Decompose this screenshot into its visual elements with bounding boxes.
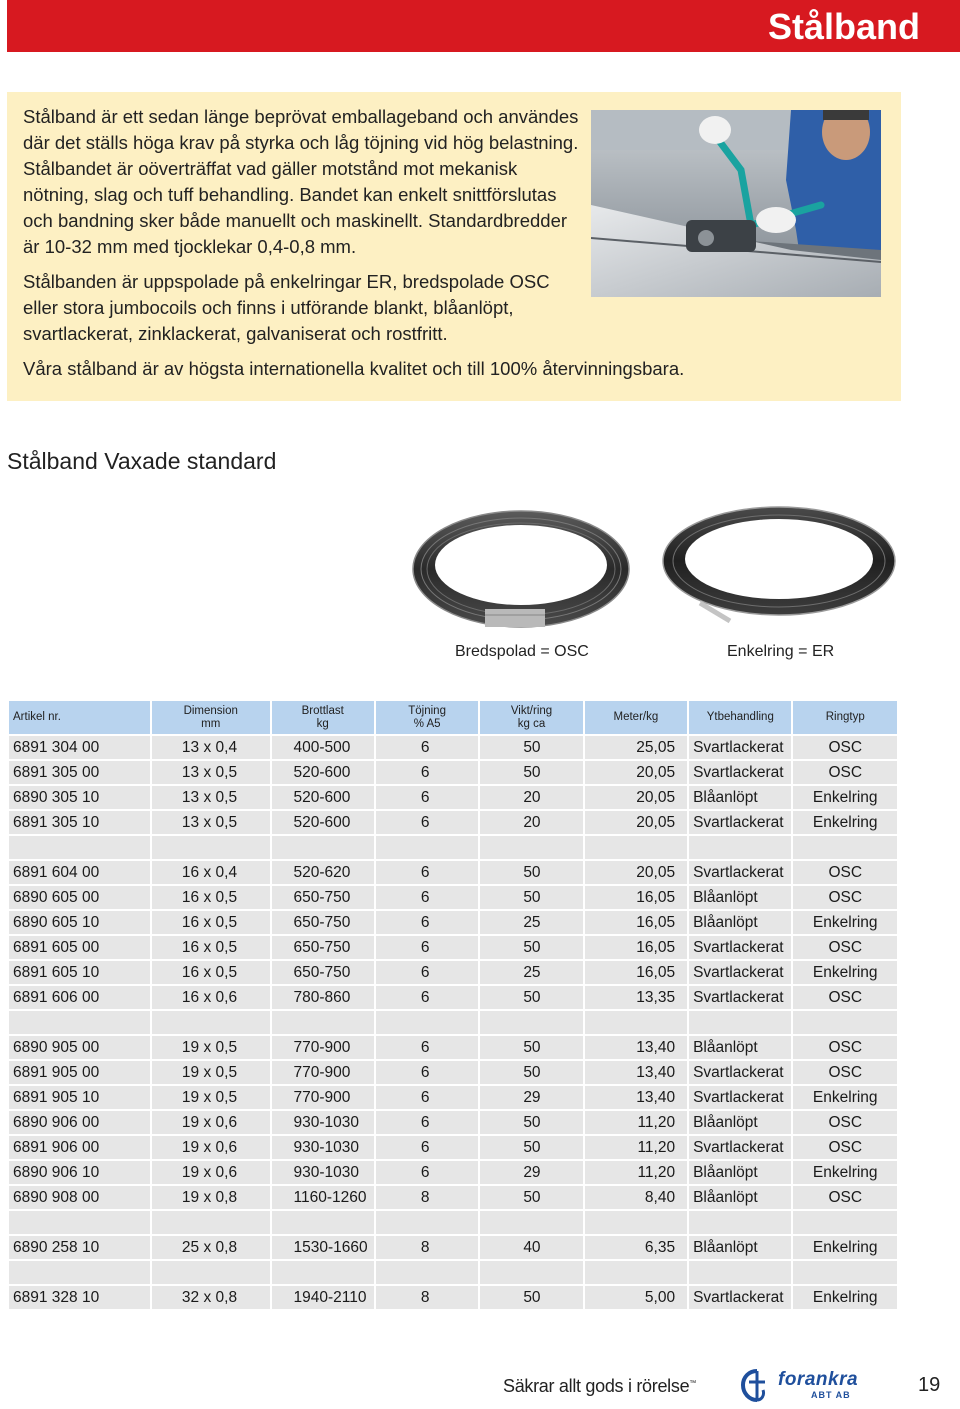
artikel-cell: 6891 305 00 bbox=[9, 761, 150, 784]
meter-cell: 16,05 bbox=[585, 961, 687, 984]
footer-slogan: Säkrar allt gods i rörelse™ bbox=[503, 1376, 696, 1396]
empty-cell bbox=[480, 1211, 582, 1234]
ytbehandling-cell: Svartlackerat bbox=[689, 1136, 791, 1159]
ringtyp-cell: Enkelring bbox=[793, 786, 897, 809]
empty-cell bbox=[376, 1261, 478, 1284]
vikt-cell: 50 bbox=[480, 1036, 582, 1059]
vikt-cell: 50 bbox=[480, 1111, 582, 1134]
table-row bbox=[9, 1086, 897, 1109]
intro-paragraph-1: Stålband är ett sedan länge beprövat emballageband och användes där det ställs höga krav på styrka och låg töjning vid hög belastning. Stålbandet är oöverträffat vad gäller motstånd mot mekanisk nötning, slag och tuff behandling. Bandet kan enkelt snittförslutas och bandning sker både manuellt och maskinellt. Standardbredder är 10-32 mm med tjocklekar 0,4-0,8 mm. bbox=[23, 106, 579, 257]
vikt-cell: 29 bbox=[480, 1086, 582, 1109]
ringtyp-cell: Enkelring bbox=[793, 1086, 897, 1109]
table-row bbox=[9, 886, 897, 909]
header-vikt: Vikt/ring kg ca bbox=[480, 701, 582, 734]
title-bar bbox=[7, 0, 960, 52]
empty-cell bbox=[272, 836, 374, 859]
vikt-cell: 40 bbox=[480, 1236, 582, 1259]
brottlast-cell: 770-900 bbox=[272, 1061, 374, 1084]
meter-cell: 8,40 bbox=[585, 1186, 687, 1209]
dimension-cell: 13 x 0,5 bbox=[152, 811, 270, 834]
spec-table bbox=[7, 699, 899, 1311]
table-row bbox=[9, 911, 897, 934]
table-spacer-row bbox=[9, 836, 897, 859]
brottlast-cell: 770-900 bbox=[272, 1036, 374, 1059]
table-row bbox=[9, 1111, 897, 1134]
dimension-cell: 16 x 0,5 bbox=[152, 961, 270, 984]
ytbehandling-cell: Svartlackerat bbox=[689, 736, 791, 759]
worker-strapping-photo bbox=[591, 110, 881, 297]
meter-cell: 13,40 bbox=[585, 1036, 687, 1059]
brottlast-cell: 930-1030 bbox=[272, 1111, 374, 1134]
dimension-cell: 13 x 0,5 bbox=[152, 786, 270, 809]
empty-cell bbox=[585, 1011, 687, 1034]
artikel-cell: 6891 905 10 bbox=[9, 1086, 150, 1109]
artikel-cell: 6891 606 00 bbox=[9, 986, 150, 1009]
meter-cell: 20,05 bbox=[585, 811, 687, 834]
ytbehandling-cell: Blåanlöpt bbox=[689, 886, 791, 909]
table-row bbox=[9, 986, 897, 1009]
table-header-row bbox=[9, 701, 897, 734]
intro-paragraph-3: Våra stålband är av högsta internationella kvalitet och till 100% återvinningsbara. bbox=[23, 358, 685, 379]
ytbehandling-cell: Svartlackerat bbox=[689, 1086, 791, 1109]
ringtyp-cell: OSC bbox=[793, 986, 897, 1009]
tojning-cell: 6 bbox=[376, 886, 478, 909]
logo-wordmark: forankra bbox=[778, 1369, 859, 1390]
er-coil-image bbox=[660, 503, 898, 625]
meter-cell: 13,40 bbox=[585, 1086, 687, 1109]
ringtyp-cell: OSC bbox=[793, 1111, 897, 1134]
empty-cell bbox=[152, 836, 270, 859]
empty-cell bbox=[793, 1211, 897, 1234]
brottlast-cell: 1160-1260 bbox=[272, 1186, 374, 1209]
table-row bbox=[9, 736, 897, 759]
meter-cell: 11,20 bbox=[585, 1161, 687, 1184]
vikt-cell: 20 bbox=[480, 811, 582, 834]
ringtyp-cell: Enkelring bbox=[793, 1161, 897, 1184]
vikt-cell: 29 bbox=[480, 1161, 582, 1184]
artikel-cell: 6890 305 10 bbox=[9, 786, 150, 809]
header-meter: Meter/kg bbox=[585, 701, 687, 734]
empty-cell bbox=[689, 1011, 791, 1034]
ytbehandling-cell: Svartlackerat bbox=[689, 961, 791, 984]
tojning-cell: 6 bbox=[376, 1061, 478, 1084]
empty-cell bbox=[152, 1261, 270, 1284]
artikel-cell: 6891 604 00 bbox=[9, 861, 150, 884]
empty-cell bbox=[689, 1261, 791, 1284]
vikt-cell: 50 bbox=[480, 736, 582, 759]
empty-cell bbox=[9, 1261, 150, 1284]
ytbehandling-cell: Blåanlöpt bbox=[689, 786, 791, 809]
dimension-cell: 25 x 0,8 bbox=[152, 1236, 270, 1259]
tojning-cell: 8 bbox=[376, 1236, 478, 1259]
table-spacer-row bbox=[9, 1011, 897, 1034]
table-row bbox=[9, 786, 897, 809]
meter-cell: 25,05 bbox=[585, 736, 687, 759]
empty-cell bbox=[585, 836, 687, 859]
vikt-cell: 20 bbox=[480, 786, 582, 809]
spec-table-body bbox=[9, 736, 897, 1309]
vikt-cell: 25 bbox=[480, 911, 582, 934]
dimension-cell: 16 x 0,5 bbox=[152, 886, 270, 909]
osc-coil-image bbox=[410, 505, 632, 633]
ringtyp-cell: OSC bbox=[793, 861, 897, 884]
ytbehandling-cell: Svartlackerat bbox=[689, 1061, 791, 1084]
tojning-cell: 6 bbox=[376, 911, 478, 934]
meter-cell: 16,05 bbox=[585, 936, 687, 959]
dimension-cell: 16 x 0,6 bbox=[152, 986, 270, 1009]
artikel-cell: 6890 605 10 bbox=[9, 911, 150, 934]
brottlast-cell: 650-750 bbox=[272, 936, 374, 959]
ringtyp-cell: Enkelring bbox=[793, 1286, 897, 1309]
dimension-cell: 16 x 0,4 bbox=[152, 861, 270, 884]
tojning-cell: 6 bbox=[376, 936, 478, 959]
ringtyp-cell: OSC bbox=[793, 1136, 897, 1159]
artikel-cell: 6890 605 00 bbox=[9, 886, 150, 909]
brottlast-cell: 780-860 bbox=[272, 986, 374, 1009]
tojning-cell: 6 bbox=[376, 736, 478, 759]
ringtyp-cell: OSC bbox=[793, 936, 897, 959]
forankra-logo-icon bbox=[739, 1368, 775, 1404]
ytbehandling-cell: Blåanlöpt bbox=[689, 1036, 791, 1059]
vikt-cell: 50 bbox=[480, 1186, 582, 1209]
empty-cell bbox=[376, 1011, 478, 1034]
table-row bbox=[9, 1136, 897, 1159]
tojning-cell: 8 bbox=[376, 1186, 478, 1209]
ringtyp-cell: OSC bbox=[793, 761, 897, 784]
brottlast-cell: 1940-2110 bbox=[272, 1286, 374, 1309]
artikel-cell: 6891 906 00 bbox=[9, 1136, 150, 1159]
table-row bbox=[9, 1061, 897, 1084]
meter-cell: 13,35 bbox=[585, 986, 687, 1009]
table-row bbox=[9, 936, 897, 959]
table-row bbox=[9, 1186, 897, 1209]
vikt-cell: 25 bbox=[480, 961, 582, 984]
meter-cell: 16,05 bbox=[585, 911, 687, 934]
meter-cell: 16,05 bbox=[585, 886, 687, 909]
brottlast-cell: 520-620 bbox=[272, 861, 374, 884]
artikel-cell: 6891 305 10 bbox=[9, 811, 150, 834]
header-ytbehandling: Ytbehandling bbox=[689, 701, 791, 734]
table-row bbox=[9, 1286, 897, 1309]
artikel-cell: 6891 605 00 bbox=[9, 936, 150, 959]
tojning-cell: 6 bbox=[376, 1111, 478, 1134]
empty-cell bbox=[272, 1261, 374, 1284]
table-row bbox=[9, 861, 897, 884]
empty-cell bbox=[689, 836, 791, 859]
header-artikel: Artikel nr. bbox=[9, 701, 150, 734]
empty-cell bbox=[480, 1261, 582, 1284]
ytbehandling-cell: Svartlackerat bbox=[689, 1286, 791, 1309]
dimension-cell: 19 x 0,6 bbox=[152, 1136, 270, 1159]
meter-cell: 5,00 bbox=[585, 1286, 687, 1309]
artikel-cell: 6891 605 10 bbox=[9, 961, 150, 984]
tojning-cell: 8 bbox=[376, 1286, 478, 1309]
tojning-cell: 6 bbox=[376, 1036, 478, 1059]
tojning-cell: 6 bbox=[376, 1086, 478, 1109]
artikel-cell: 6891 328 10 bbox=[9, 1286, 150, 1309]
empty-cell bbox=[152, 1011, 270, 1034]
empty-cell bbox=[272, 1211, 374, 1234]
vikt-cell: 50 bbox=[480, 1136, 582, 1159]
table-row bbox=[9, 811, 897, 834]
page-title: Stålband bbox=[767, 6, 920, 47]
empty-cell bbox=[376, 836, 478, 859]
empty-cell bbox=[376, 1211, 478, 1234]
forankra-logo bbox=[739, 1368, 879, 1404]
ytbehandling-cell: Blåanlöpt bbox=[689, 911, 791, 934]
ytbehandling-cell: Blåanlöpt bbox=[689, 1186, 791, 1209]
empty-cell bbox=[793, 1011, 897, 1034]
artikel-cell: 6891 905 00 bbox=[9, 1061, 150, 1084]
dimension-cell: 13 x 0,5 bbox=[152, 761, 270, 784]
table-row bbox=[9, 1161, 897, 1184]
table-row bbox=[9, 1236, 897, 1259]
brottlast-cell: 770-900 bbox=[272, 1086, 374, 1109]
header-brottlast: Brottlast kg bbox=[272, 701, 374, 734]
brottlast-cell: 520-600 bbox=[272, 811, 374, 834]
ringtyp-cell: OSC bbox=[793, 1061, 897, 1084]
page-number: 19 bbox=[918, 1374, 941, 1396]
vikt-cell: 50 bbox=[480, 1286, 582, 1309]
logo-subtitle: ABT AB bbox=[811, 1390, 851, 1400]
table-row bbox=[9, 961, 897, 984]
empty-cell bbox=[9, 1011, 150, 1034]
dimension-cell: 19 x 0,6 bbox=[152, 1111, 270, 1134]
ytbehandling-cell: Blåanlöpt bbox=[689, 1236, 791, 1259]
vikt-cell: 50 bbox=[480, 886, 582, 909]
empty-cell bbox=[480, 1011, 582, 1034]
table-spacer-row bbox=[9, 1211, 897, 1234]
empty-cell bbox=[585, 1261, 687, 1284]
brottlast-cell: 520-600 bbox=[272, 786, 374, 809]
dimension-cell: 16 x 0,5 bbox=[152, 936, 270, 959]
dimension-cell: 16 x 0,5 bbox=[152, 911, 270, 934]
tojning-cell: 6 bbox=[376, 786, 478, 809]
vikt-cell: 50 bbox=[480, 986, 582, 1009]
empty-cell bbox=[152, 1211, 270, 1234]
artikel-cell: 6890 906 00 bbox=[9, 1111, 150, 1134]
ringtyp-cell: OSC bbox=[793, 736, 897, 759]
ytbehandling-cell: Svartlackerat bbox=[689, 861, 791, 884]
header-ringtyp: Ringtyp bbox=[793, 701, 897, 734]
meter-cell: 13,40 bbox=[585, 1061, 687, 1084]
tojning-cell: 6 bbox=[376, 811, 478, 834]
intro-text bbox=[23, 104, 583, 356]
vikt-cell: 50 bbox=[480, 1061, 582, 1084]
ytbehandling-cell: Blåanlöpt bbox=[689, 1161, 791, 1184]
tojning-cell: 6 bbox=[376, 1161, 478, 1184]
ringtyp-cell: Enkelring bbox=[793, 911, 897, 934]
empty-cell bbox=[689, 1211, 791, 1234]
vikt-cell: 50 bbox=[480, 761, 582, 784]
dimension-cell: 19 x 0,6 bbox=[152, 1161, 270, 1184]
brottlast-cell: 400-500 bbox=[272, 736, 374, 759]
vikt-cell: 50 bbox=[480, 861, 582, 884]
artikel-cell: 6890 258 10 bbox=[9, 1236, 150, 1259]
empty-cell bbox=[585, 1211, 687, 1234]
empty-cell bbox=[9, 836, 150, 859]
ringtyp-cell: Enkelring bbox=[793, 811, 897, 834]
tojning-cell: 6 bbox=[376, 861, 478, 884]
section-title: Stålband Vaxade standard bbox=[7, 448, 277, 474]
ringtyp-cell: Enkelring bbox=[793, 1236, 897, 1259]
empty-cell bbox=[9, 1211, 150, 1234]
empty-cell bbox=[793, 1261, 897, 1284]
dimension-cell: 32 x 0,8 bbox=[152, 1286, 270, 1309]
brottlast-cell: 930-1030 bbox=[272, 1161, 374, 1184]
ringtyp-cell: Enkelring bbox=[793, 961, 897, 984]
empty-cell bbox=[793, 836, 897, 859]
artikel-cell: 6890 905 00 bbox=[9, 1036, 150, 1059]
tojning-cell: 6 bbox=[376, 961, 478, 984]
dimension-cell: 19 x 0,5 bbox=[152, 1061, 270, 1084]
table-spacer-row bbox=[9, 1261, 897, 1284]
intro-box bbox=[7, 92, 901, 401]
ringtyp-cell: OSC bbox=[793, 1036, 897, 1059]
dimension-cell: 19 x 0,8 bbox=[152, 1186, 270, 1209]
dimension-cell: 19 x 0,5 bbox=[152, 1036, 270, 1059]
tojning-cell: 6 bbox=[376, 1136, 478, 1159]
meter-cell: 6,35 bbox=[585, 1236, 687, 1259]
intro-paragraph-2: Stålbanden är uppspolade på enkelringar ER, bredspolade OSC eller stora jumbocoils och finns i utförande blankt, blåanlöpt, svartlackerat, zinklackerat, galvaniserat och rostfritt. bbox=[23, 271, 550, 344]
vikt-cell: 50 bbox=[480, 936, 582, 959]
brottlast-cell: 520-600 bbox=[272, 761, 374, 784]
table-row bbox=[9, 761, 897, 784]
meter-cell: 11,20 bbox=[585, 1111, 687, 1134]
ringtyp-cell: OSC bbox=[793, 1186, 897, 1209]
caption-osc: Bredspolad = OSC bbox=[455, 643, 589, 660]
empty-cell bbox=[480, 836, 582, 859]
table-row bbox=[9, 1036, 897, 1059]
ytbehandling-cell: Blåanlöpt bbox=[689, 1111, 791, 1134]
header-dimension: Dimension mm bbox=[152, 701, 270, 734]
tojning-cell: 6 bbox=[376, 761, 478, 784]
brottlast-cell: 1530-1660 bbox=[272, 1236, 374, 1259]
empty-cell bbox=[272, 1011, 374, 1034]
brottlast-cell: 650-750 bbox=[272, 911, 374, 934]
brottlast-cell: 930-1030 bbox=[272, 1136, 374, 1159]
meter-cell: 20,05 bbox=[585, 861, 687, 884]
dimension-cell: 19 x 0,5 bbox=[152, 1086, 270, 1109]
ytbehandling-cell: Svartlackerat bbox=[689, 936, 791, 959]
tojning-cell: 6 bbox=[376, 986, 478, 1009]
brottlast-cell: 650-750 bbox=[272, 886, 374, 909]
header-tojning: Töjning % A5 bbox=[376, 701, 478, 734]
ytbehandling-cell: Svartlackerat bbox=[689, 761, 791, 784]
ringtyp-cell: OSC bbox=[793, 886, 897, 909]
artikel-cell: 6891 304 00 bbox=[9, 736, 150, 759]
ytbehandling-cell: Svartlackerat bbox=[689, 811, 791, 834]
artikel-cell: 6890 908 00 bbox=[9, 1186, 150, 1209]
meter-cell: 20,05 bbox=[585, 786, 687, 809]
caption-er: Enkelring = ER bbox=[727, 643, 835, 660]
artikel-cell: 6890 906 10 bbox=[9, 1161, 150, 1184]
brottlast-cell: 650-750 bbox=[272, 961, 374, 984]
ytbehandling-cell: Svartlackerat bbox=[689, 986, 791, 1009]
dimension-cell: 13 x 0,4 bbox=[152, 736, 270, 759]
meter-cell: 11,20 bbox=[585, 1136, 687, 1159]
meter-cell: 20,05 bbox=[585, 761, 687, 784]
